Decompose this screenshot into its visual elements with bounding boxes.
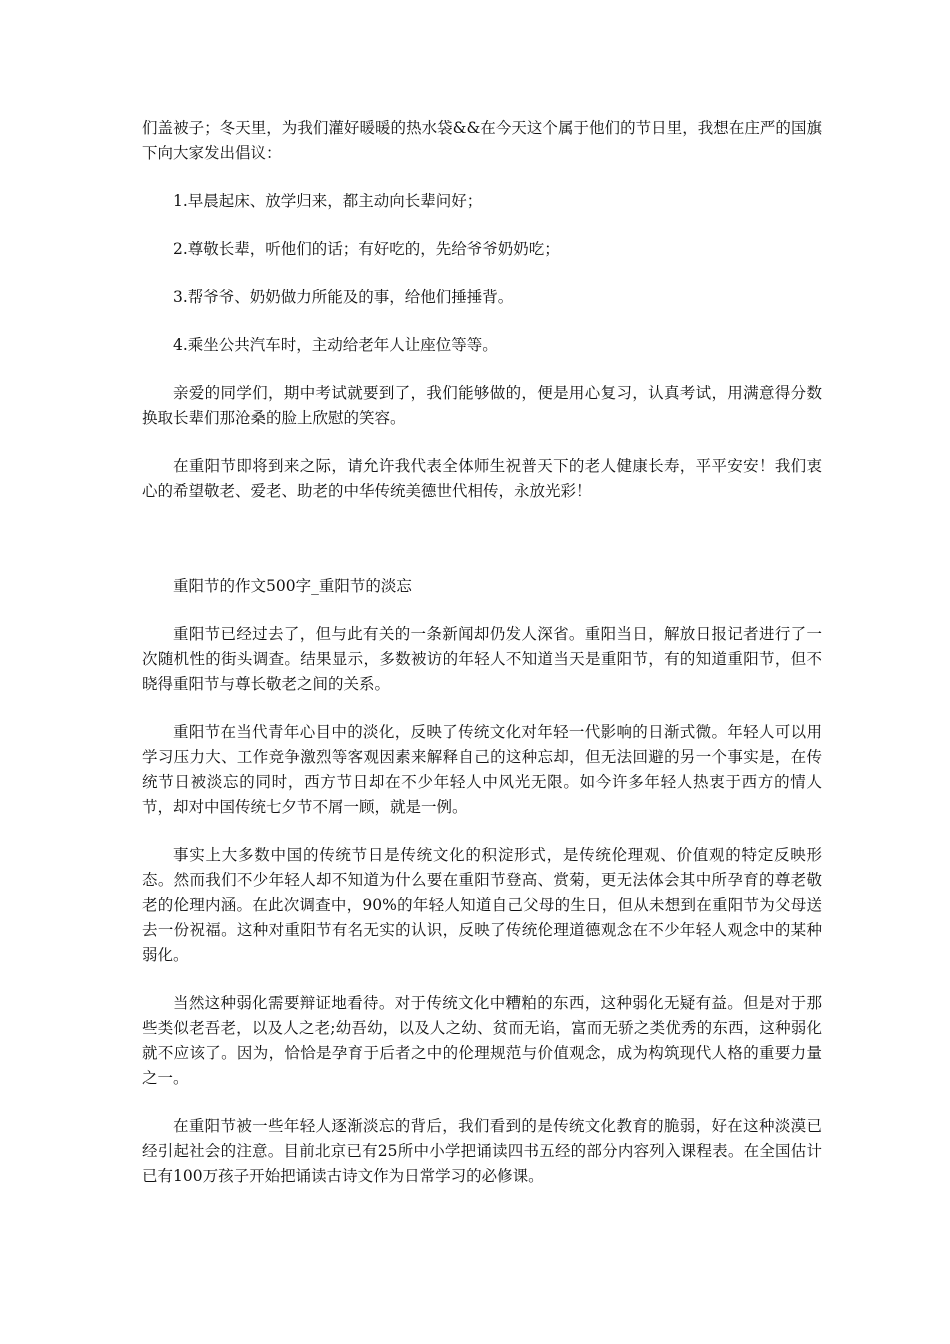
paragraph-intro: 们盖被子；冬天里，为我们灌好暖暖的热水袋&&在今天这个属于他们的节日里，我想在庄严的国旗下向大家发出倡议： xyxy=(142,119,822,162)
proposal-item-4: 4.乘坐公共汽车时，主动给老年人让座位等等。 xyxy=(173,336,498,354)
proposal-item-1: 1.早晨起床、放学归来，都主动向长辈问好； xyxy=(173,192,483,210)
paragraph-blessing: 在重阳节即将到来之际，请允许我代表全体师生祝普天下的老人健康长寿，平平安安！我们衷心的希望敬老、爱老、助老的中华传统美德世代相传，永放光彩！ xyxy=(142,457,822,500)
proposal-item-2: 2.尊敬长辈，听他们的话；有好吃的，先给爷爷奶奶吃； xyxy=(173,240,560,258)
article-title: 重阳节的作文500字_重阳节的淡忘 xyxy=(173,577,412,595)
paragraph-decline: 重阳节在当代青年心目中的淡化，反映了传统文化对年轻一代影响的日渐式微。年轻人可以用学习压力大、工作竞争激烈等客观因素来解释自己的这种忘却，但无法回避的另一个事实是，在传统节日被淡忘的同时，西方节日却在不少年轻人中风光无限。如今许多年轻人热衷于西方的情人节，却对中国传统七夕节不屑一顾，就是一例。 xyxy=(142,723,822,816)
paragraph-dialectic: 当然这种弱化需要辩证地看待。对于传统文化中糟粕的东西，这种弱化无疑有益。但是对于那些类似老吾老，以及人之老;幼吾幼，以及人之幼、贫而无谄，富而无骄之类优秀的东西，这种弱化就不应该了。因为，恰恰是孕育于后者之中的伦理规范与价值观念，成为构筑现代人格的重要力量之一。 xyxy=(142,994,822,1087)
paragraph-education: 在重阳节被一些年轻人逐渐淡忘的背后，我们看到的是传统文化教育的脆弱，好在这种淡漠已经引起社会的注意。目前北京已有25所中小学把诵读四书五经的部分内容列入课程表。在全国估计已有100万孩子开始把诵读古诗文作为日常学习的必修课。 xyxy=(142,1117,822,1185)
proposal-item-3: 3.帮爷爷、奶奶做力所能及的事，给他们捶捶背。 xyxy=(173,288,514,306)
document-page xyxy=(142,116,822,1189)
paragraph-exam: 亲爱的同学们，期中考试就要到了，我们能够做的，便是用心复习，认真考试，用满意得分数换取长辈们那沧桑的脸上欣慰的笑容。 xyxy=(142,384,822,427)
paragraph-tradition: 事实上大多数中国的传统节日是传统文化的积淀形式，是传统伦理观、价值观的特定反映形态。然而我们不少年轻人却不知道为什么要在重阳节登高、赏菊，更无法体会其中所孕育的尊老敬老的伦理内涵。在此次调查中，90%的年轻人知道自己父母的生日，但从未想到在重阳节为父母送去一份祝福。这种对重阳节有名无实的认识，反映了传统伦理道德观念在不少年轻人观念中的某种弱化。 xyxy=(142,846,822,964)
paragraph-news: 重阳节已经过去了，但与此有关的一条新闻却仍发人深省。重阳当日，解放日报记者进行了一次随机性的街头调查。结果显示，多数被访的年轻人不知道当天是重阳节，有的知道重阳节，但不晓得重阳节与尊长敬老之间的关系。 xyxy=(142,625,822,693)
